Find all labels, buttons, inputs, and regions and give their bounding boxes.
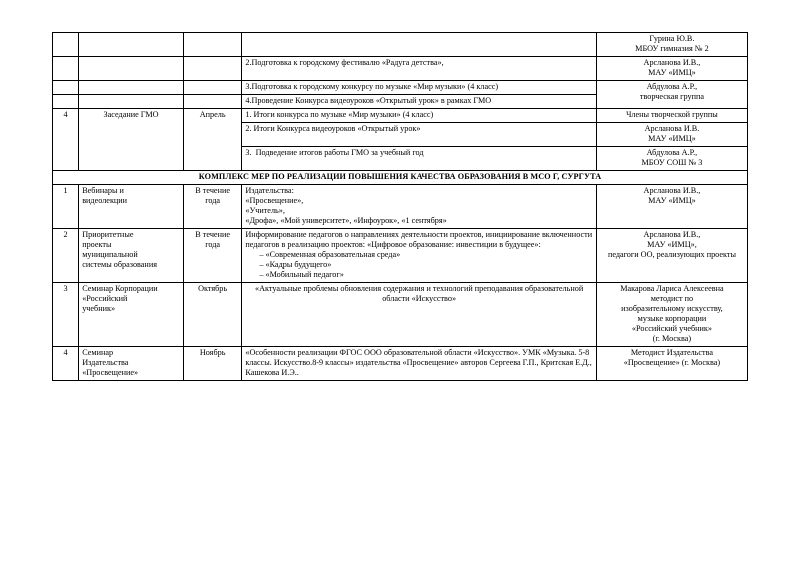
- item-text: Итоги конкурса по музыке «Мир музыки» (4 класс): [253, 110, 434, 119]
- description-line: «Актуальные проблемы обновления содержания и технологий преподавания образовательной области «Искусство»: [255, 284, 584, 303]
- row-name-line: муниципальной: [82, 250, 138, 259]
- responsible-line: Арсланова И.В.: [644, 124, 700, 133]
- row-period-line: Октябрь: [198, 284, 228, 293]
- row-period: Апрель: [183, 109, 241, 171]
- row-responsible: [596, 229, 747, 283]
- description-line: «Просвещение»,: [245, 196, 304, 205]
- row-period: [183, 283, 241, 347]
- row-period: [183, 33, 241, 57]
- row-number: [53, 95, 79, 109]
- row-name-line: видеолекции: [82, 196, 128, 205]
- row-number: 4: [53, 347, 79, 381]
- row-description: [242, 147, 597, 171]
- row-name: [79, 229, 184, 283]
- row-name: [79, 57, 184, 81]
- responsible-line: МБОУ СОШ № 3: [641, 158, 703, 167]
- row-description: [242, 283, 597, 347]
- row-period: [183, 95, 241, 109]
- responsible-line: Арсланова И.В.,: [643, 186, 701, 195]
- row-description: 3.Подготовка к городскому конкурсу по музыке «Мир музыки» (4 класс): [242, 81, 597, 95]
- table-row: [53, 347, 748, 381]
- row-name: [79, 95, 184, 109]
- table-row: [53, 57, 748, 81]
- row-period-line: года: [205, 196, 221, 205]
- row-number: [53, 33, 79, 57]
- table-row: [53, 109, 748, 123]
- row-name-line: Вебинары и: [82, 186, 124, 195]
- row-number: [53, 81, 79, 95]
- responsible-line: Члены творческой группы: [626, 110, 718, 119]
- row-number: [53, 57, 79, 81]
- responsible-line: МАУ «ИМЦ»: [648, 134, 696, 143]
- row-responsible: [596, 57, 747, 81]
- row-description: [242, 185, 597, 229]
- row-period: [183, 185, 241, 229]
- table-row: [53, 185, 748, 229]
- description-line: «Дрофа», «Мой университет», «Инфоурок», «1 сентября»: [245, 216, 447, 225]
- row-name: [79, 33, 184, 57]
- responsible-line: «Просвещение» (г. Москва): [623, 358, 721, 367]
- responsible-line: Абдулова А.Р.,: [646, 82, 698, 91]
- row-name-line: «Российский: [82, 294, 128, 303]
- row-description: 4.Проведение Конкурса видеоуроков «Открытый урок» в рамках ГМО: [242, 95, 597, 109]
- row-description: [242, 109, 597, 123]
- row-period-line: года: [205, 240, 221, 249]
- table-row: [53, 33, 748, 57]
- row-name: Заседание ГМО: [79, 109, 184, 171]
- item-text: Итоги Конкурса видеоуроков «Открытый урок»: [253, 124, 421, 133]
- row-responsible: [596, 347, 747, 381]
- row-description: [242, 33, 597, 57]
- section-heading-row: [53, 171, 748, 185]
- row-responsible: [596, 283, 747, 347]
- row-period: [183, 81, 241, 95]
- description-line: Издательства:: [245, 186, 294, 195]
- section-heading: КОМПЛЕКС МЕР ПО РЕАЛИЗАЦИИ ПОВЫШЕНИЯ КАЧЕСТВА ОБРАЗОВАНИЯ В МСО Г, СУРГУТА: [53, 171, 748, 185]
- row-period: [183, 347, 241, 381]
- responsible-line: МАУ «ИМЦ»,: [647, 240, 697, 249]
- row-name: [79, 347, 184, 381]
- item-marker: 3.: [245, 148, 252, 157]
- bullet-item: – «Мобильный педагог»: [259, 270, 344, 279]
- row-name-line: Семинар: [82, 348, 114, 357]
- row-name: [79, 283, 184, 347]
- row-number: 1: [53, 185, 79, 229]
- responsible-line: методист по: [650, 294, 694, 303]
- row-name-line: учебник»: [82, 304, 116, 313]
- bullet-item: – «Современная образовательная среда»: [259, 250, 401, 259]
- row-responsible: [596, 81, 747, 109]
- row-name: [79, 81, 184, 95]
- row-responsible: [596, 109, 747, 123]
- row-responsible: [596, 123, 747, 147]
- responsible-line: МАУ «ИМЦ»: [648, 196, 696, 205]
- responsible-line: МБОУ гимназия № 2: [635, 44, 709, 53]
- row-name-line: Семинар Корпорации: [82, 284, 158, 293]
- responsible-line: музыке корпорации: [637, 314, 707, 323]
- description-line: «Особенности реализации ФГОС ООО образовательной области «Искусство». УМК «Музыка. 5-8 классы. Искусство.8-9 классы» издательства «Просвещение» авторов Сергеева Г.П., Критская Е.Д., Кашекова И.Э..: [245, 348, 592, 377]
- item-marker: 1.: [245, 110, 252, 119]
- responsible-line: Макарова Лариса Алексеевна: [620, 284, 724, 293]
- responsible-line: изобразительному искусству,: [621, 304, 723, 313]
- description-line: «Учитель»,: [245, 206, 285, 215]
- schedule-table: [52, 32, 748, 381]
- row-number: 2: [53, 229, 79, 283]
- row-description: 2.Подготовка к городскому фестивалю «Радуга детства»,: [242, 57, 597, 81]
- row-name-line: Издательства: [82, 358, 129, 367]
- description-line: Информирование педагогов о направлениях деятельности проектов, инициирование включенности педагогов в реализацию проектов: «Цифровое образование: инвестиции в будущее»:: [245, 230, 593, 249]
- row-description: [242, 347, 597, 381]
- responsible-line: МАУ «ИМЦ»: [648, 68, 696, 77]
- row-period-line: Ноябрь: [199, 348, 226, 357]
- table-row: [53, 229, 748, 283]
- responsible-line: Арсланова И.В.,: [643, 230, 701, 239]
- row-number: 4: [53, 109, 79, 171]
- responsible-line: Абдулова А.Р.,: [646, 148, 698, 157]
- table-row: [53, 81, 748, 95]
- row-period-line: В течение: [195, 230, 230, 239]
- responsible-line: Арсланова И.В.,: [643, 58, 701, 67]
- responsible-line: «Российский учебник»: [631, 324, 712, 333]
- row-name-line: «Просвещение»: [82, 368, 139, 377]
- bullet-item: – «Кадры будущего»: [259, 260, 332, 269]
- row-responsible: [596, 147, 747, 171]
- row-name: [79, 185, 184, 229]
- row-period: [183, 229, 241, 283]
- responsible-line: педагоги ОО, реализующих проекты: [607, 250, 736, 259]
- responsible-line: творческая группа: [639, 92, 704, 101]
- responsible-line: (г. Москва): [652, 334, 692, 343]
- item-marker: 2.: [245, 124, 252, 133]
- row-responsible: [596, 185, 747, 229]
- row-number: 3: [53, 283, 79, 347]
- item-text: Подведение итогов работы ГМО за учебный год: [255, 148, 424, 157]
- row-description: [242, 123, 597, 147]
- description-bullets: [245, 250, 593, 280]
- row-description: [242, 229, 597, 283]
- responsible-line: Гурина Ю.В.: [649, 34, 695, 43]
- table-row: [53, 283, 748, 347]
- responsible-line: Методист Издательства: [630, 348, 714, 357]
- row-period-line: В течение: [195, 186, 230, 195]
- row-name-line: Приоритетные: [82, 230, 134, 239]
- row-name-line: проекты: [82, 240, 112, 249]
- row-period: [183, 57, 241, 81]
- row-name-line: системы образования: [82, 260, 157, 269]
- row-responsible: [596, 33, 747, 57]
